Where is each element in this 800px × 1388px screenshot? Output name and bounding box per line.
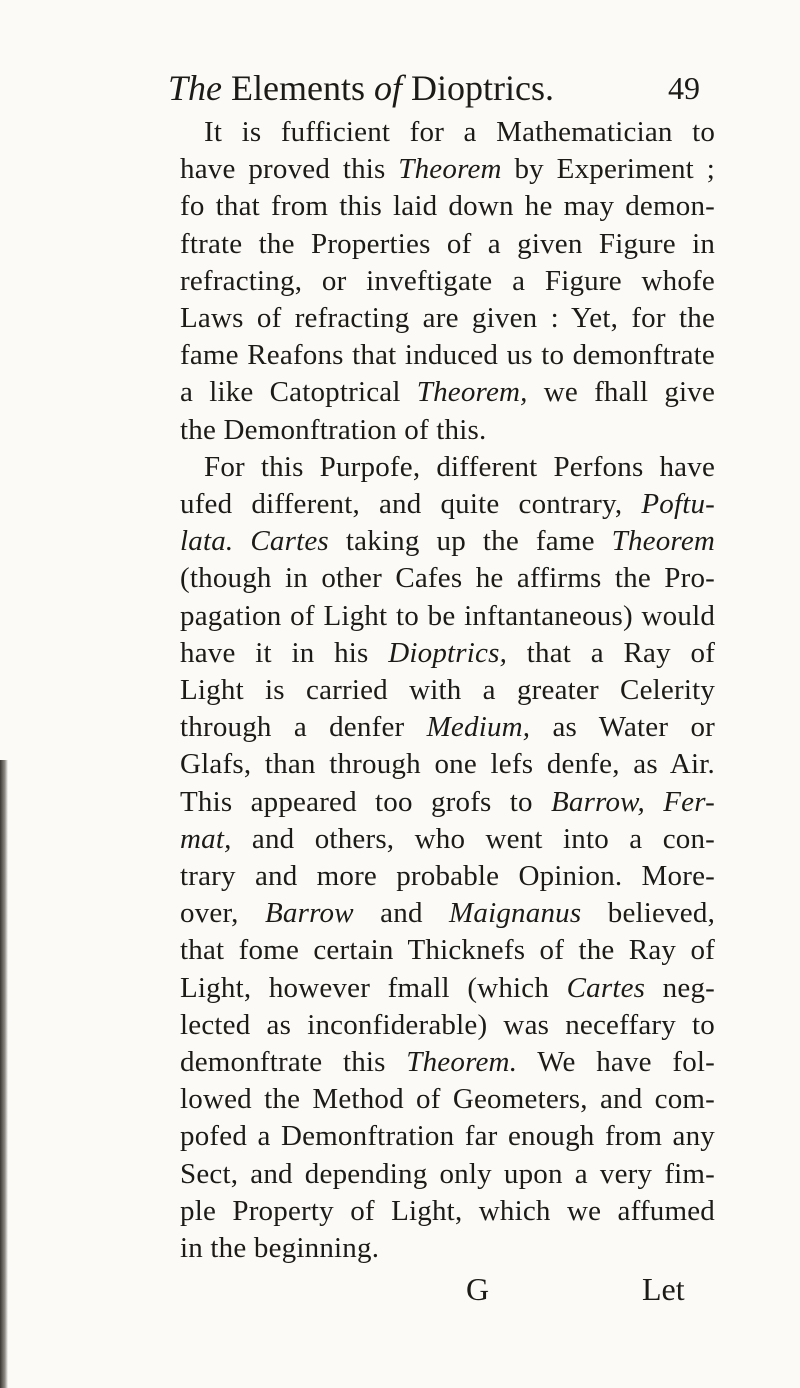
text-line: lected as inconfiderable) was neceffary to [180, 1008, 716, 1041]
text-line: pagation of Light to be inftantaneous) would [180, 599, 716, 632]
text-line: This appeared too grofs to Barrow, Fer- [180, 785, 715, 818]
text-line: Sect, and depending only upon a very fim- [180, 1157, 716, 1190]
text-line: fo that from this laid down he may demon- [180, 190, 716, 223]
text-line: Light, however fmall (which Cartes neg- [180, 971, 716, 1004]
text-line: ple Property of Light, which we affumed [180, 1194, 716, 1227]
text-line: mat, and others, who went into a con- [180, 822, 716, 855]
text-line: For this Purpofe, different Perfons have [204, 450, 716, 483]
running-title: The Elements of Dioptrics. [168, 68, 554, 108]
text-line: fame Reafons that induced us to demonftrate [180, 339, 715, 372]
text-line: Glafs, than through one lefs denfe, as Air. [180, 748, 715, 781]
text-line: a like Catoptrical Theorem, we fhall give [180, 376, 716, 409]
text-line: (though in other Cafes he affirms the Pro- [180, 562, 716, 595]
text-line: demonftrate this Theorem. We have fol- [180, 1046, 716, 1078]
text-line: in the beginning. [180, 1232, 380, 1264]
page-number: 49 [668, 70, 700, 106]
catchwords [466, 1267, 736, 1311]
text-line: refracting, or inveftigate a Figure whofe [180, 264, 715, 297]
text-line: the Demonftration of this. [180, 413, 487, 446]
text-line: Light is carried with a greater Celerity [180, 674, 716, 706]
text-line: trary and more probable Opinion. More- [180, 860, 716, 892]
text-line: It is fufficient for a Mathematician to [204, 116, 716, 148]
text-line: pofed a Demonftration far enough from any [180, 1120, 716, 1153]
text-line: lowed the Method of Geometers, and com- [180, 1083, 716, 1116]
text-line: ufed different, and quite contrary, Poftu- [180, 488, 716, 520]
text-line: that fome certain Thicknefs of the Ray of [180, 934, 716, 967]
text-line: through a denfer Medium, as Water or [180, 711, 715, 744]
text-line: have it in his Dioptrics, that a Ray of [180, 636, 716, 669]
text-line: lata. Cartes taking up the fame Theorem [180, 525, 716, 558]
text-line: Laws of refracting are given : Yet, for the [180, 302, 716, 334]
text-line: ftrate the Properties of a given Figure in [180, 227, 716, 260]
page-edge-shadow [0, 760, 8, 1388]
text-line: over, Barrow and Maignanus believed, [180, 897, 716, 930]
catchword: Let [642, 1271, 685, 1308]
text-line: have proved this Theorem by Experiment ; [180, 153, 715, 186]
signature-mark: G [466, 1271, 490, 1308]
